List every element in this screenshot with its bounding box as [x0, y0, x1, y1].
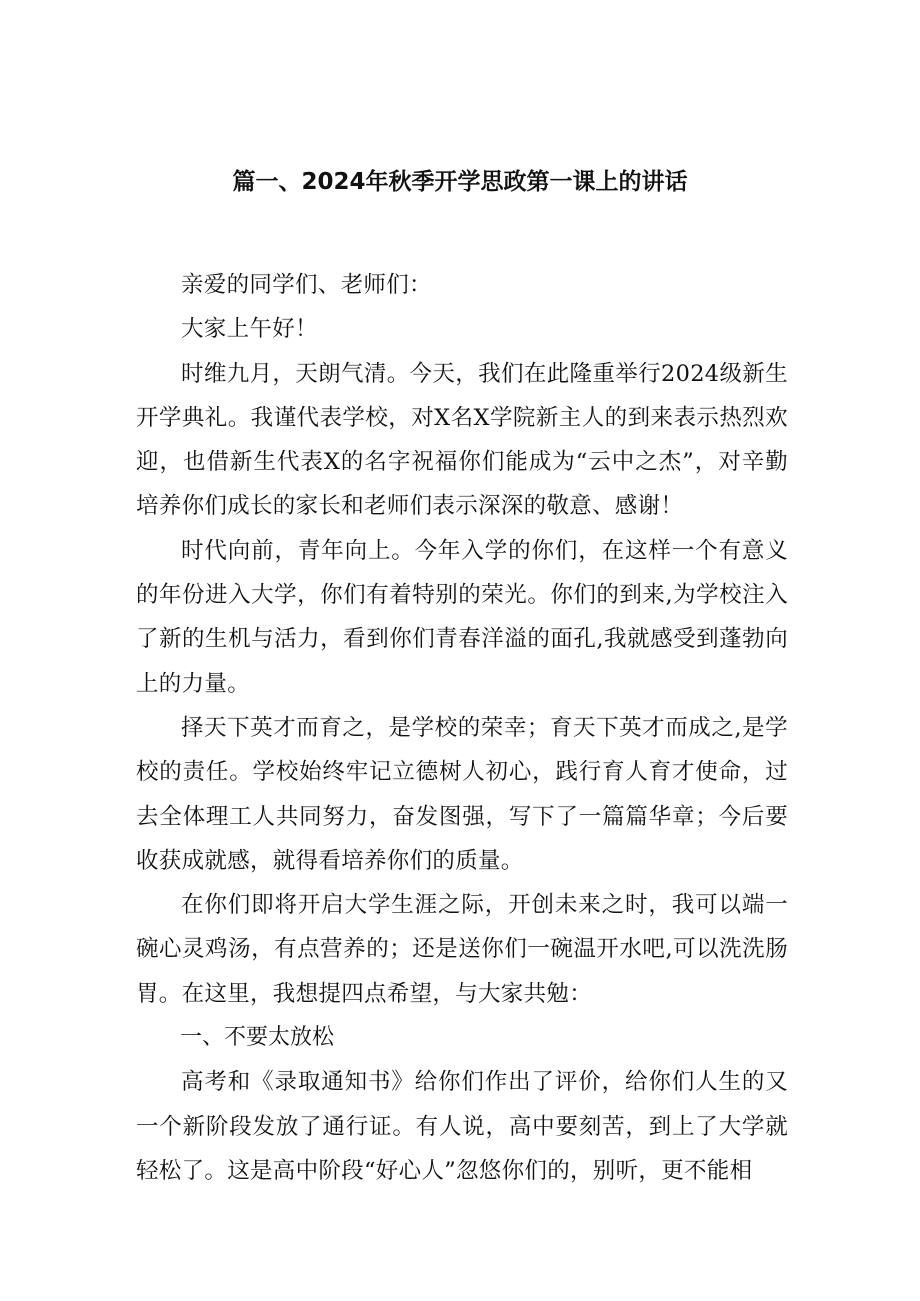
greeting: 大家上午好！ [181, 316, 318, 343]
salutation: 亲爱的同学们、老师们： [181, 272, 432, 298]
paragraph-section-one: 高考和《录取通知书》给你们作出了评价，给你们人生的又一个新阶段发放了通行证。有人说，高中要刻苦，到上了大学就轻松了。这是高中阶段“好心人”忽悠你们的，别听，更不能相 [136, 1069, 788, 1184]
section-heading: 一、不要太放松 [180, 1025, 335, 1051]
paragraph-welcome: 时维九月，天朗气清。今天，我们在此隆重举行2024级新生开学典礼。我谨代表学校，对X名X学院新主人的到来表示热烈欢迎，也借新生代表X的名字祝福你们能成为“云中之杰”，对辛勤培养你们成长的家长和老师们表示深深的敬意、感谢！ [136, 360, 788, 520]
document-body [136, 263, 788, 1193]
paragraph-responsibility: 择天下英才而育之，是学校的荣幸；育天下英才而成之,是学校的责任。学校始终牢记立德树人初心，践行育人育才使命，过去全体理工人共同努力，奋发图强，写下了一篇篇华章；今后要收获成就感，就得看培养你们的质量。 [136, 714, 788, 874]
paragraph-hopes: 在你们即将开启大学生涯之际，开创未来之时，我可以端一碗心灵鸡汤，有点营养的；还是送你们一碗温开水吧,可以洗洗肠胃。在这里，我想提四点希望，与大家共勉： [136, 892, 788, 1007]
document-title: 篇一、2024年秋季开学思政第一课上的讲话 [232, 169, 688, 195]
paragraph-era: 时代向前，青年向上。今年入学的你们，在这样一个有意义的年份进入大学，你们有着特别的荣光。你们的到来,为学校注入了新的生机与活力，看到你们青春洋溢的面孔,我就感受到蓬勃向上的力量。 [136, 537, 788, 697]
